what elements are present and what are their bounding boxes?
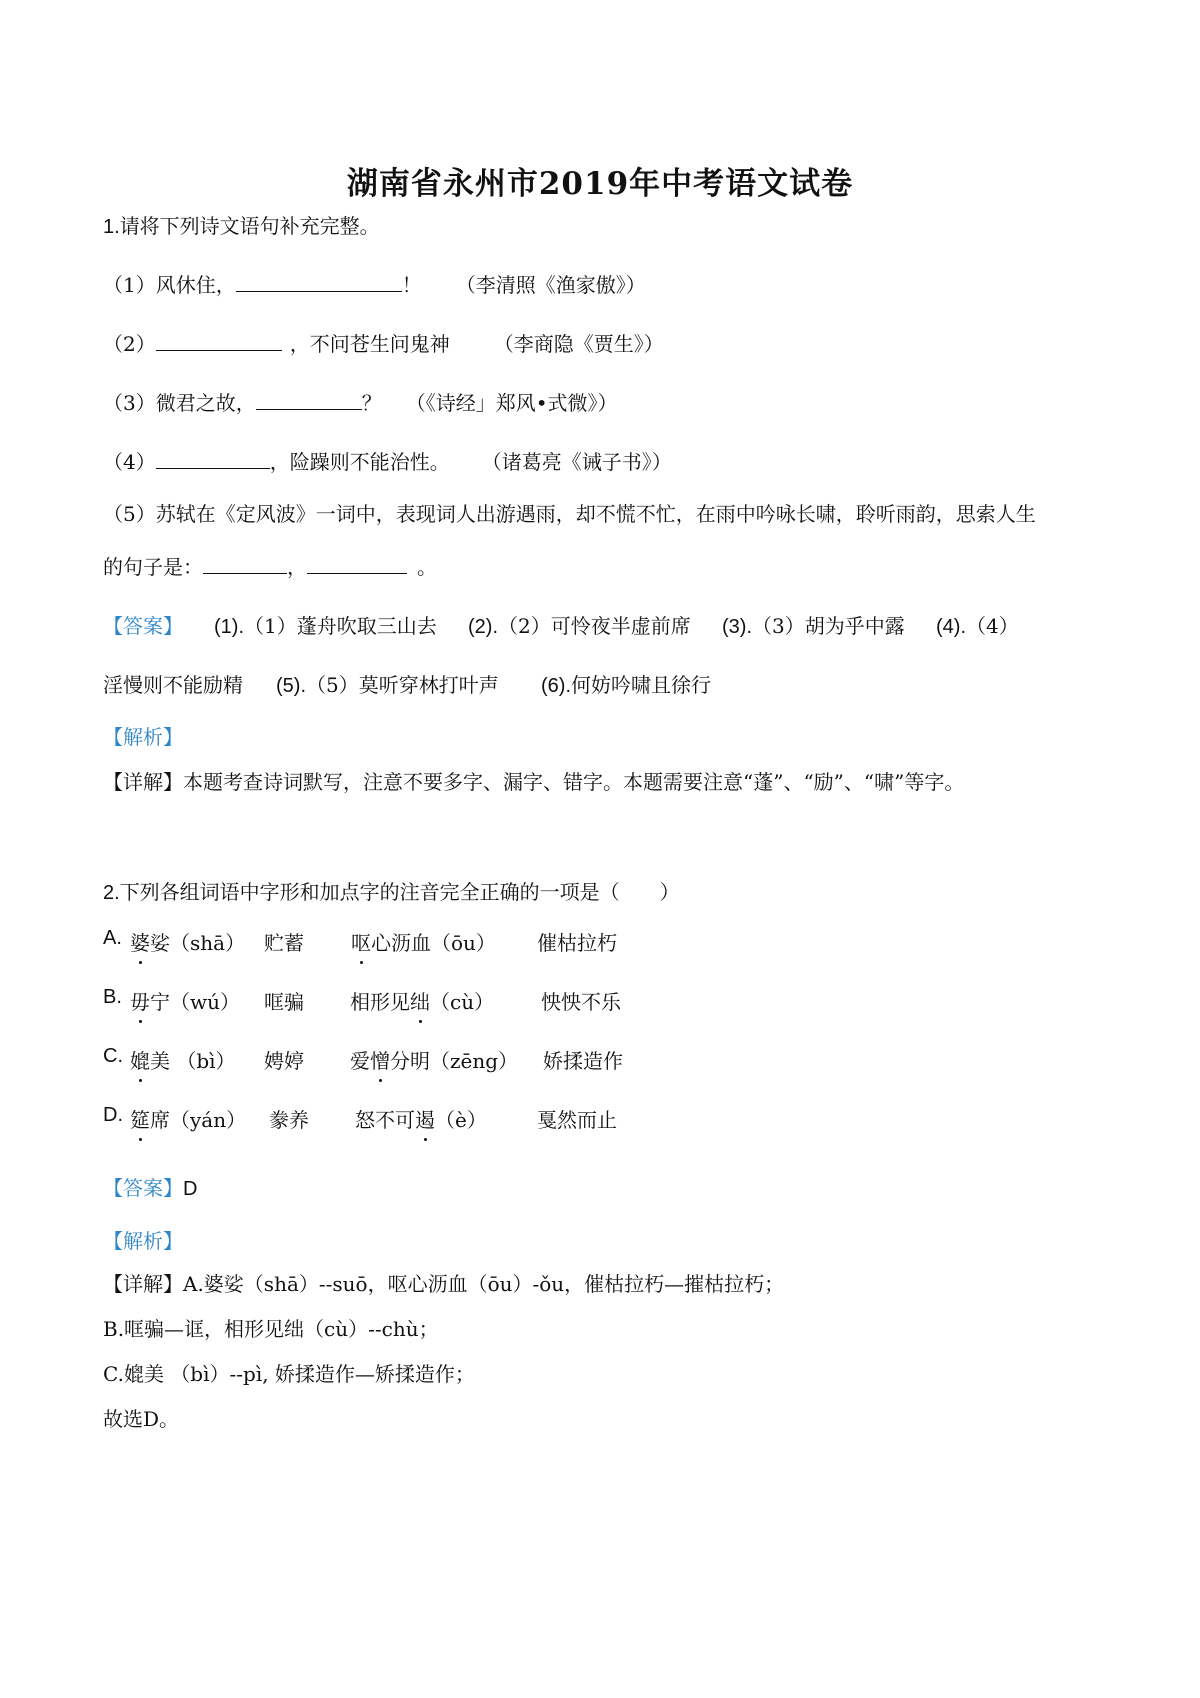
answer-text: （2）可怜夜半虚前席 bbox=[498, 614, 691, 638]
option-word: 心沥血（ōu） bbox=[371, 931, 496, 955]
item-number: （2） bbox=[103, 332, 156, 356]
option-letter: B. bbox=[103, 986, 122, 1008]
q1-item-5-line1: （5）苏轼在《定风波》一词中，表现词人出游遇雨，却不慌不忙，在雨中吟咏长啸，聆听雨韵，思索人生 bbox=[103, 502, 1036, 526]
page-title: 湖南省永州市2019年中考语文试卷 bbox=[346, 166, 854, 202]
option-word-prefix: 爱 bbox=[350, 1049, 370, 1073]
item-separator: ， bbox=[287, 555, 307, 579]
detail-line: B.哐骗—诓，相形见绌（cù）--chù； bbox=[103, 1317, 439, 1341]
item-source: （诸葛亮《诫子书》） bbox=[481, 450, 672, 474]
q1-item-2 bbox=[103, 328, 664, 357]
answer-number: (4). bbox=[936, 616, 966, 638]
option-word: （cù） bbox=[430, 990, 495, 1014]
dotted-char: 绌 bbox=[410, 986, 430, 1015]
answer-number: (3). bbox=[722, 616, 752, 638]
detail-text: 【详解】本题考查诗词默写，注意不要多字、漏字、错字。本题需要注意“蓬”、“励”、“啸”等字。 bbox=[103, 770, 965, 794]
option-word: 分明（zēng） bbox=[390, 1049, 519, 1073]
option-word: 戛然而止 bbox=[537, 1108, 617, 1132]
option-word: 宁（wú） bbox=[150, 990, 240, 1014]
question-2-stem bbox=[103, 876, 680, 905]
detail-line: 故选D。 bbox=[103, 1407, 180, 1431]
item-number: （3） bbox=[103, 391, 156, 415]
item-number: （1） bbox=[103, 273, 156, 297]
q1-item-3 bbox=[103, 387, 618, 416]
q1-item-1 bbox=[103, 269, 646, 298]
option-word-prefix: 怒不可 bbox=[355, 1108, 415, 1132]
answer-number: (2). bbox=[468, 616, 498, 638]
dotted-char: 憎 bbox=[370, 1045, 390, 1074]
answer-item bbox=[541, 669, 711, 698]
option-word: 贮蓄 bbox=[264, 931, 304, 955]
answer-item bbox=[722, 610, 905, 639]
answer-text: （4） bbox=[966, 614, 1019, 638]
item-suffix: ？ bbox=[361, 391, 382, 415]
answer-text: （5）莫听穿林打叶声 bbox=[306, 673, 499, 697]
option-word-prefix: 相形见 bbox=[350, 990, 410, 1014]
option-word: 哐骗 bbox=[264, 990, 304, 1014]
item-suffix: 。 bbox=[417, 555, 437, 579]
option-letter: D. bbox=[103, 1104, 123, 1126]
question-1-stem bbox=[103, 210, 380, 239]
answer-tag: 【答案】 bbox=[103, 1176, 183, 1200]
dotted-char: 筵 bbox=[130, 1104, 150, 1133]
option-letter: A. bbox=[103, 927, 122, 949]
answer-text: 淫慢则不能励精 bbox=[103, 673, 243, 697]
answer-line bbox=[103, 1172, 197, 1201]
answer-number: (1). bbox=[214, 616, 244, 638]
answer-text: （1）蓬舟吹取三山去 bbox=[244, 614, 437, 638]
item-source: （《诗经」郑风•式微》） bbox=[405, 391, 618, 415]
item-suffix: ！ bbox=[401, 273, 422, 297]
answer-item bbox=[276, 669, 499, 698]
answer-text: 何妨吟啸且徐行 bbox=[571, 673, 711, 697]
fill-blank[interactable] bbox=[203, 555, 287, 574]
option-word: 豢养 bbox=[269, 1108, 309, 1132]
dotted-char: 婆 bbox=[130, 927, 150, 956]
q1-item-5-line2 bbox=[103, 551, 437, 580]
item-source: （李清照《渔家傲》） bbox=[455, 273, 646, 297]
question-number: 2. bbox=[103, 882, 120, 904]
item-suffix: ，险躁则不能治性。 bbox=[269, 450, 450, 474]
q1-item-4 bbox=[103, 446, 672, 475]
item-source: （李商隐《贾生》） bbox=[493, 332, 664, 356]
fill-blank[interactable] bbox=[156, 332, 282, 351]
fill-blank[interactable] bbox=[156, 450, 270, 469]
answer-item bbox=[936, 610, 1019, 639]
option-word: 席（yán） bbox=[150, 1108, 247, 1132]
option-word: 美 （bì） bbox=[150, 1049, 236, 1073]
fill-blank[interactable] bbox=[307, 555, 407, 574]
item-number: （4） bbox=[103, 450, 156, 474]
option-word: 催枯拉朽 bbox=[537, 931, 617, 955]
detail-line: C.媲美 （bì）--pì, 娇揉造作—矫揉造作； bbox=[103, 1362, 475, 1386]
question-number: 1. bbox=[103, 216, 120, 238]
answer-value: D bbox=[183, 1178, 198, 1200]
answer-item bbox=[468, 610, 691, 639]
dotted-char: 遏 bbox=[415, 1104, 435, 1133]
analysis-tag: 【解析】 bbox=[103, 725, 183, 749]
option-letter: C. bbox=[103, 1045, 123, 1067]
item-prefix: 的句子是： bbox=[103, 555, 203, 579]
answer-tag: 【答案】 bbox=[103, 614, 183, 638]
answer-text: （3）胡为乎中露 bbox=[752, 614, 905, 638]
dotted-char: 媲 bbox=[130, 1045, 150, 1074]
item-suffix: ，不问苍生问鬼神 bbox=[289, 332, 450, 356]
fill-blank[interactable] bbox=[256, 391, 362, 410]
dotted-char: 毋 bbox=[130, 986, 150, 1015]
item-prefix: 微君之故， bbox=[155, 391, 256, 415]
option-word: 娇揉造作 bbox=[543, 1049, 623, 1073]
answer-number: (5). bbox=[276, 675, 306, 697]
answer-item bbox=[214, 610, 437, 639]
dotted-char: 呕 bbox=[351, 927, 371, 956]
option-word: 娑（shā） bbox=[150, 931, 246, 955]
analysis-tag: 【解析】 bbox=[103, 1229, 183, 1253]
answer-number: (6). bbox=[541, 675, 571, 697]
option-word: 娉婷 bbox=[264, 1049, 304, 1073]
question-text: 请将下列诗文语句补充完整。 bbox=[119, 214, 380, 238]
option-word: （è） bbox=[435, 1108, 487, 1132]
fill-blank[interactable] bbox=[236, 273, 402, 292]
question-text: 下列各组词语中字形和加点字的注音完全正确的一项是（ ） bbox=[119, 880, 680, 904]
detail-line: 【详解】A.婆娑（shā）--suō，呕心沥血（ōu）-ǒu，催枯拉朽—摧枯拉朽； bbox=[103, 1272, 785, 1296]
item-prefix: 风休住， bbox=[155, 273, 236, 297]
option-word: 怏怏不乐 bbox=[541, 990, 621, 1014]
